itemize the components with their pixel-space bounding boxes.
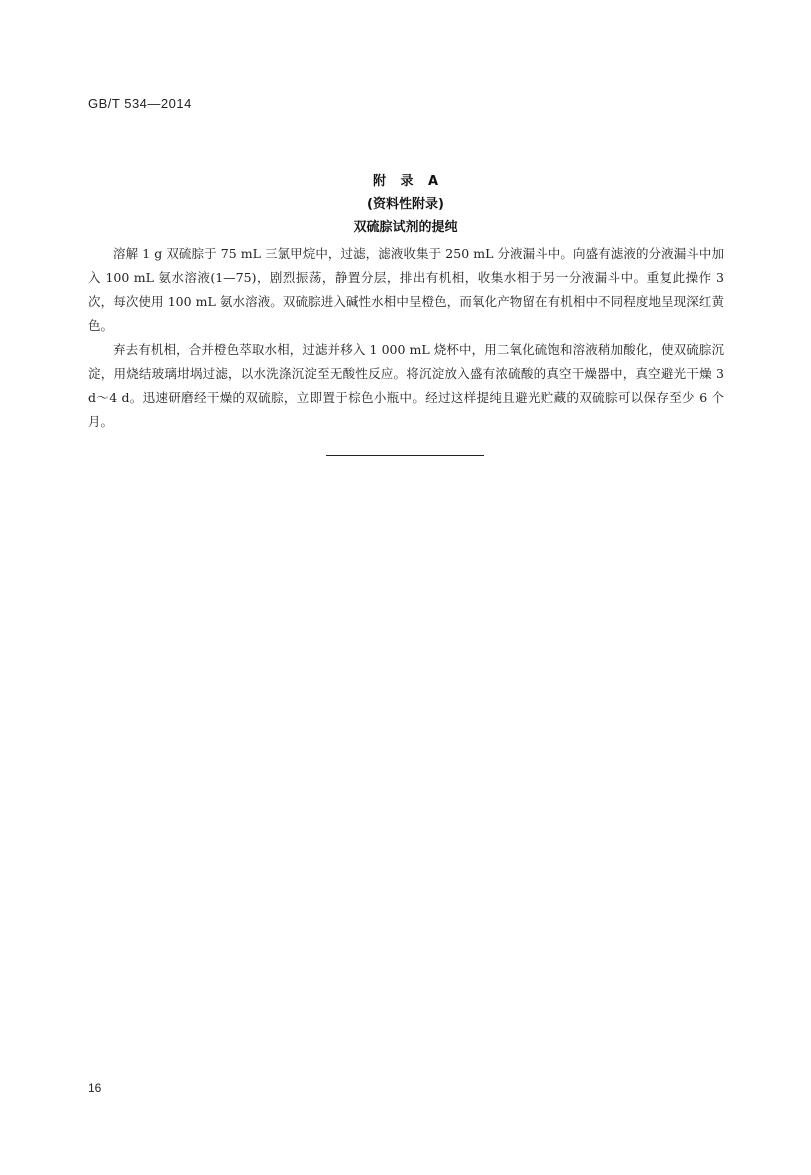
paragraph: 溶解 1 g 双硫腙于 75 mL 三氯甲烷中，过滤，滤液收集于 250 mL 分液漏斗中。向盛有滤液的分液漏斗中加入 100 mL 氨水溶液(1—75)，剧烈振荡，静置分层，排出有机相，收集水相于另一分液漏斗中。重复此操作 3 次，每次使用 100 mL 氨水溶液。双硫腙进入碱性水相中呈橙色，而氧化产物留在有机相中不同程度地呈现深红黄色。 <box>88 246 724 333</box>
annex-name: 双硫腙试剂的提纯 <box>353 220 458 235</box>
page-number: 16 <box>88 1081 102 1095</box>
annex-title: 附 录 A <box>372 174 439 189</box>
standard-code: GB/T 534—2014 <box>88 96 192 111</box>
end-rule <box>326 455 484 456</box>
annex-body <box>88 242 724 434</box>
paragraph: 弃去有机相，合并橙色萃取水相，过滤并移入 1 000 mL 烧杯中，用二氧化硫饱和溶液稍加酸化，使双硫腙沉淀，用烧结玻璃坩埚过滤，以水洗涤沉淀至无酸性反应。将沉淀放入盛有浓硫酸的真空干燥器中，真空避光干燥 3 d～4 d。迅速研磨经干燥的双硫腙，立即置于棕色小瓶中。经过这样提纯且避光贮藏的双硫腙可以保存至少 6 个月。 <box>88 342 724 429</box>
annex-type: (资料性附录) <box>367 197 444 212</box>
